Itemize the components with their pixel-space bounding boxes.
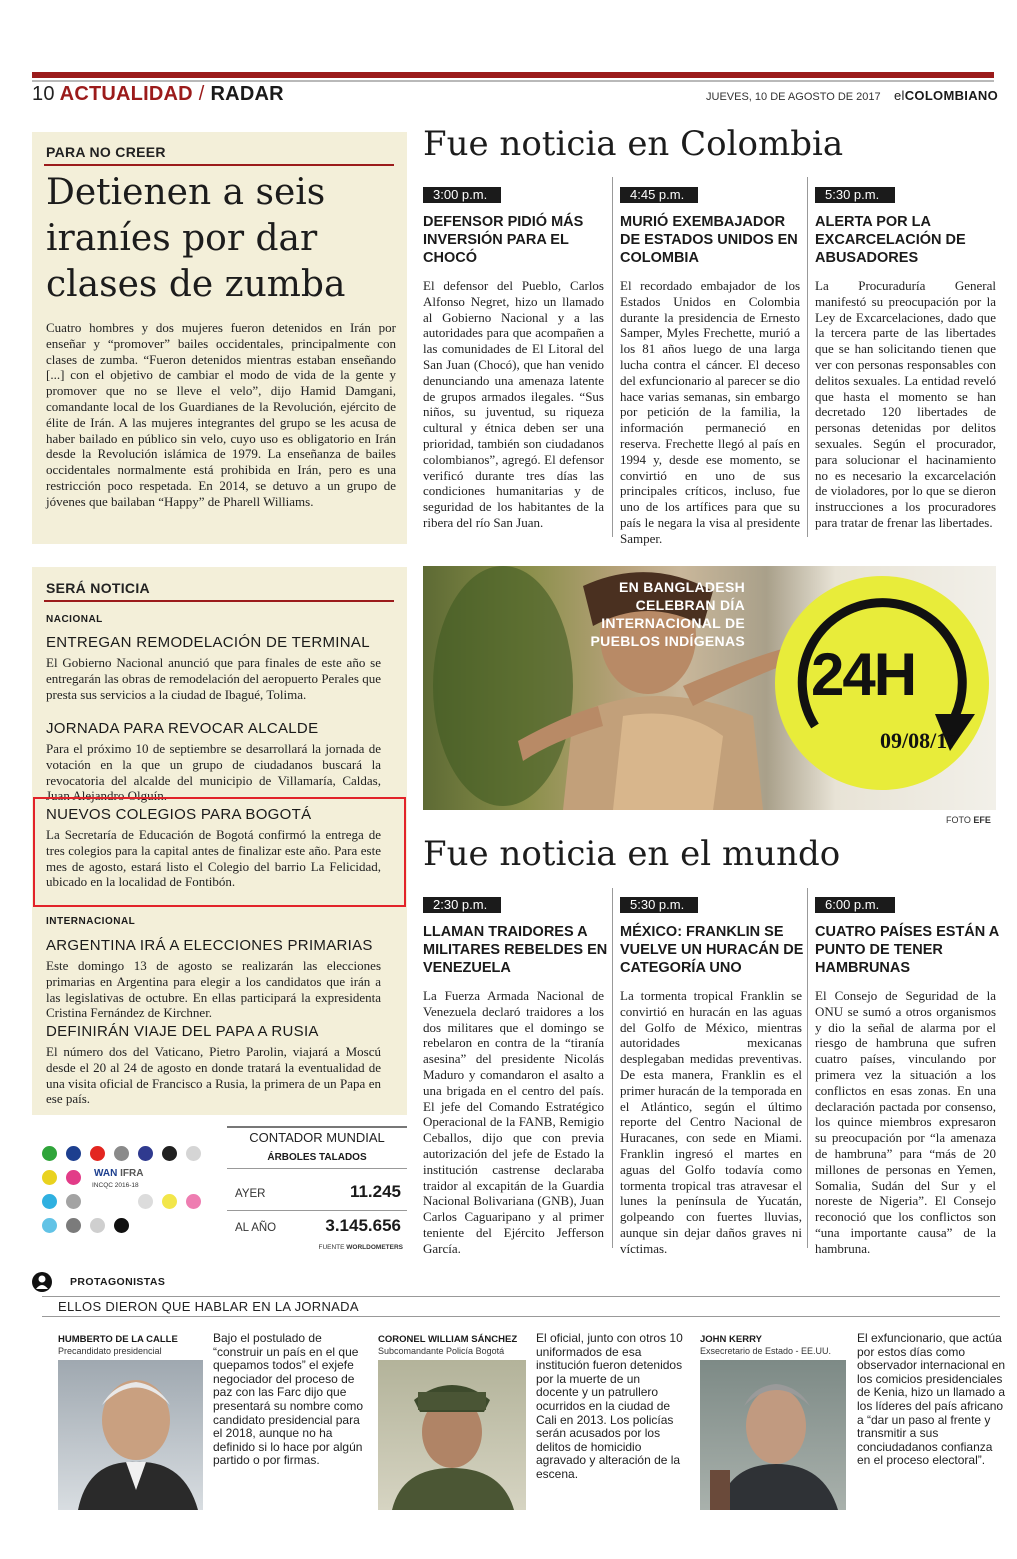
nacional-body-3: La Secretaría de Educación de Bogotá confirmó la entrega de tres colegios para la capital antes de finalizar este año. Para este mes de agosto, estará listo el Colegio del barrio La Felicidad, ubicado en la localidad de Fontibón.: [46, 827, 381, 890]
para-no-creer-title: Detienen a seis iraníes por dar clases de zumba: [46, 172, 346, 305]
24h-label: 24H: [811, 641, 916, 708]
nacional-title-2: JORNADA PARA REVOCAR ALCALDE: [46, 720, 319, 737]
mundo-heading: Fue noticia en el mundo: [423, 834, 841, 874]
contador-value-ayer: 11.245: [349, 1182, 401, 1201]
protagonistas-tag: PROTAGONISTAS: [70, 1276, 166, 1288]
colombia-headline-2: MURIÓ EXEMBAJADOR DE ESTADOS UNIDOS EN COLOMBIA: [620, 214, 798, 266]
contador-label-ayer: AYER: [235, 1188, 266, 1200]
mundo-headline-1: LLAMAN TRAIDORES A MILITARES REBELDES EN VENEZUELA: [423, 924, 608, 976]
internacional-body-1: Este domingo 13 de agosto se realizarán las elecciones primarias en Argentina para elegir a los candidatos que irán a las legislativas de octubre. En ellas participará la expresidenta Cristina Fernández de Kirchner.: [46, 958, 381, 1021]
para-no-creer-tag: PARA NO CREER: [46, 144, 166, 160]
mundo-body-3: El Consejo de Seguridad de la ONU se sumó a otros organismos y dio la señal de alarma por el riesgo de hambruna que sufren cuatro países, vinculando por primera vez la situación a los conflictos en esas zonas. En una declaración pactada por consenso, los quince miembros expresaron su preocupación por “la amenaza de hambruna” para “más de 20 millones de personas en Yemen, Somalia, Sudán del Sur y el noreste de Nigeria”. El Consejo reconoció que los conflictos son “una importante causa” de la hambruna.: [815, 988, 996, 1256]
section-separator: /: [198, 83, 205, 105]
contador-divider: [227, 1168, 407, 1169]
color-dot: [66, 1170, 81, 1185]
photo-credit-source: EFE: [973, 815, 991, 825]
person-photo-2: [378, 1360, 526, 1510]
person-body-3: El exfuncionario, que actúa por estos días como observador internacional en los comicios presidenciales de Kenia, hizo un llamado a los líderes del país africano a “dar un paso al frente y transmitir a sus conciudadanos confianza en el proceso electoral”.: [857, 1331, 1006, 1468]
nacional-label: NACIONAL: [46, 614, 103, 625]
mundo-time-1: 2:30 p.m.: [423, 897, 501, 913]
color-dot: [66, 1218, 81, 1233]
nacional-title-3: NUEVOS COLEGIOS PARA BOGOTÁ: [46, 806, 312, 823]
color-dot: [162, 1194, 177, 1209]
mundo-col-rule-2: [807, 888, 808, 1248]
colombia-body-3: La Procuraduría General manifestó su preocupación por la Ley de Excarcelaciones, dado que la tercera parte de las libertades que se han solicitando tienen que ver con personas responsables con delitos sexuales. La entidad reveló que hasta el momento se han decretado 120 libertades de personas detenidas por delitos sexuales. Según el procurador, para solucionar el hacinamiento no es necesario la excarcelación de violadores, por lo que se dieron instrucciones a los procuradores para tratar de frenar las libertades.: [815, 278, 996, 530]
print-color-bar: [34, 1126, 214, 1252]
wan-ifra-logo: [94, 1168, 143, 1179]
person-portrait-2: [378, 1360, 526, 1510]
color-dot: [138, 1146, 153, 1161]
wan-logo-text: WAN: [94, 1168, 118, 1179]
nacional-body-1: El Gobierno Nacional anunció que para finales de este año se entregarán las obras de remodelación del aeropuerto Perales que presta sus servicios a la ciudad de Ibagué, Tolima.: [46, 655, 381, 702]
person-name-2: CORONEL WILLIAM SÁNCHEZ: [378, 1334, 518, 1345]
issue-date: JUEVES, 10 DE AGOSTO DE 2017: [706, 91, 881, 103]
color-dot: [42, 1170, 57, 1185]
contador-value-ano: 3.145.656: [325, 1216, 401, 1235]
color-dot: [42, 1194, 57, 1209]
photo-credit: [946, 815, 991, 825]
internacional-body-2: El número dos del Vaticano, Pietro Parolin, viajará a Moscú desde el 20 al 24 de agosto en donde tratará la eventualidad de una visita oficial de Francisco a Rusia, la primera de un Papa en ese país.: [46, 1044, 381, 1107]
colombia-time-3: 5:30 p.m.: [815, 187, 895, 203]
color-dot: [186, 1146, 201, 1161]
colombia-headline-3: ALERTA POR LA EXCARCELACIÓN DE ABUSADORES: [815, 214, 966, 266]
color-dot: [162, 1146, 177, 1161]
colombia-headline-1: DEFENSOR PIDIÓ MÁS INVERSIÓN PARA EL CHOCÓ: [423, 214, 584, 266]
section-name: ACTUALIDAD: [59, 83, 193, 105]
nacional-body-2: Para el próximo 10 de septiembre se desarrollará la jornada de votación en la que un grupo de ciudadanos buscará la revocatoria del alcalde del municipio de Villamaría, Caldas, Juan Alejandro Olguín.: [46, 741, 381, 804]
para-no-creer-body: Cuatro hombres y dos mujeres fueron detenidos en Irán por enseñar y “promover” bailes occidentales, principalmente con clases de zumba. “Fueron detenidos mientras estaban enseñando [...] con el objetivo de cambiar el modo de vida de la gente y promover que no se lleve el velo”, dijo Hamid Damgani, comandante local de los Guardianes de la Revolución, ejército de élite de Irán. A las mujeres integrantes del grupo se les acusa de haber bailado en público sin velo, cuyo uso es obligatorio en Irán desde la Revolución islámica de 1979. La enseñanza de bailes occidentales normalmente está prohibida en Irán, pero es una restricción poco respetada. En 2014, se detuvo a un grupo de jóvenes que bailaban “Happy” de Pharell Williams.: [46, 320, 396, 509]
internacional-label: INTERNACIONAL: [46, 916, 136, 927]
contador-label-ano: AL AÑO: [235, 1222, 277, 1234]
mundo-body-1: La Fuerza Armada Nacional de Venezuela declaró traidores a los dos militares que el domingo se rebelaron en contra de la “tiranía asesina” del presidente Nicolás Maduro y comandaron el asalto a una brigada en el centro del país. El jefe del Comando Estratégico Operacional de la FANB, Remigio Ceballos, dijo que con previa autorización del jefe de Estado la institución castrense declaraba traidor al excapitán de la Guardia Nacional Bolivariana (GNB), Juan Carlos Caguaripano y al primer teniente del Ejército Jefferson García.: [423, 988, 604, 1256]
protagonistas-subtitle: ELLOS DIERON QUE HABLAR EN LA JORNADA: [58, 1299, 359, 1314]
ifra-logo-text: IFRA: [120, 1168, 144, 1179]
contador-title: CONTADOR MUNDIAL: [249, 1130, 385, 1145]
color-dot: [90, 1218, 105, 1233]
mundo-headline-2: MÉXICO: FRANKLIN SE VUELVE UN HURACÁN DE CATEGORÍA UNO: [620, 924, 804, 976]
brand-prefix: el: [894, 88, 905, 103]
mundo-time-2: 5:30 p.m.: [620, 897, 698, 913]
color-dot: [186, 1194, 201, 1209]
person-name-1: HUMBERTO DE LA CALLE: [58, 1334, 178, 1345]
contador-source-label: FUENTE: [318, 1244, 345, 1251]
internacional-title-1: ARGENTINA IRÁ A ELECCIONES PRIMARIAS: [46, 937, 373, 954]
color-dot: [66, 1194, 81, 1209]
color-dot: [42, 1218, 57, 1233]
protagonistas-rule: [42, 1296, 1000, 1297]
nacional-title-1: ENTREGAN REMODELACIÓN DE TERMINAL: [46, 634, 370, 651]
colombia-time-1: 3:00 p.m.: [423, 187, 501, 203]
header-grey-rule: [32, 80, 994, 82]
person-portrait-1: [58, 1360, 203, 1510]
newspaper-brand: [894, 88, 998, 103]
person-name-3: JOHN KERRY: [700, 1334, 762, 1345]
person-photo-1: [58, 1360, 203, 1510]
colombia-heading: Fue noticia en Colombia: [423, 124, 844, 164]
color-dot: [90, 1146, 105, 1161]
mundo-time-3: 6:00 p.m.: [815, 897, 895, 913]
contador-source-name: WORLDOMETERS: [346, 1244, 403, 1251]
colombia-body-2: El recordado embajador de los Estados Unidos en Colombia durante la presidencia de Ernesto Samper, Myles Frechette, murió a los 81 años luego de una larga lucha contra el cáncer. El deceso del exfuncionario al parecer se dio hace varias semanas, sin embargo por petición de la familia, la información permaneció en reserva. Frechette llegó al país en 1994 y, desde ese momento, se convirtió en uno de sus principales críticos, incluso, fue uno de los artífices para que su país le negara la visa al presidente Samper.: [620, 278, 800, 546]
page-number: 10: [32, 83, 55, 105]
color-dot: [66, 1146, 81, 1161]
contador-source: [227, 1244, 403, 1251]
header-top-rule: [32, 72, 994, 78]
subsection-name: RADAR: [210, 83, 284, 105]
colombia-time-2: 4:45 p.m.: [620, 187, 698, 203]
mundo-col-rule-1: [612, 888, 613, 1248]
person-role-2: Subcomandante Policía Bogotá: [378, 1346, 505, 1356]
person-body-1: Bajo el postulado de “construir un país en el que quepamos todos” el exjefe negociador del proceso de paz con las Farc dijo que presentará su nombre como candidato presidencial para el 2018, aunque no ha definido si lo hace por algún partido o por firmas.: [213, 1331, 364, 1468]
mundo-headline-3: CUATRO PAÍSES ESTÁN A PUNTO DE TENER HAMBRUNAS: [815, 924, 999, 976]
contador-divider-2: [227, 1210, 407, 1211]
protagonistas-person-icon: [32, 1272, 52, 1292]
person-icon: [32, 1272, 52, 1292]
person-portrait-3: [700, 1360, 846, 1510]
contador-subtitle: ÁRBOLES TALADOS: [267, 1152, 367, 1163]
person-photo-3: [700, 1360, 846, 1510]
color-dot: [138, 1194, 153, 1209]
colombia-body-1: El defensor del Pueblo, Carlos Alfonso Negret, hizo un llamado al Gobierno Nacional y a las autoridades para que acompañen a las comunidades de El Litoral del San Juan (Chocó), que han venido denunciando una amenaza latente de grupos armados ilegales. “Sus niños, su juventud, su riqueza cultural y étnica deben ser una prioridad, también son ciudadanos colombianos”, agregó. El defensor verificó durante tres días las condiciones humanitarias y de seguridad de los habitantes de la ribera del río San Juan.: [423, 278, 604, 530]
contador-box: [227, 1126, 407, 1252]
color-dot: [42, 1146, 57, 1161]
sera-noticia-rule: [44, 600, 394, 602]
photo-caption: EN BANGLADESH CELEBRAN DÍA INTERNACIONAL DE PUEBLOS INDÍGENAS: [590, 579, 745, 649]
person-body-2: El oficial, junto con otros 10 uniformados de esa institución fueron detenidos por la muerte de un docente y un patrullero ocurridos en la ciudad de Cali en 2013. Los policías serán acusados por los delitos de homicidio agravado y alteración de la escena.: [536, 1331, 683, 1481]
wan-ifra-caption: INCQC 2016-18: [92, 1182, 139, 1189]
mundo-body-2: La tormenta tropical Franklin se convirtió en huracán en las aguas del Golfo de México, mientras autoridades mexicanas desplegaban medidas preventivas. De esta manera, Franklin es el primer huracán de la temporada en el Atlántico, según el último reporte del Centro Nacional de Huracanes, con sede en Miami. Franklin ingresó el martes en aguas del Golfo todavía como tormenta tropical tras atravesar el lunes la península de Yucatán, golpeando con fuertes lluvias, aunque sin dejar daños graves ni víctimas.: [620, 988, 802, 1256]
section-header: [32, 83, 284, 106]
internacional-title-2: DEFINIRÁN VIAJE DEL PAPA A RUSIA: [46, 1023, 319, 1040]
colombia-col-rule-1: [612, 177, 613, 537]
person-role-1: Precandidato presidencial: [58, 1346, 162, 1356]
colombia-col-rule-2: [807, 177, 808, 537]
protagonistas-rule-2: [42, 1316, 1000, 1317]
color-dot: [114, 1146, 129, 1161]
color-dot: [114, 1218, 129, 1233]
24h-date: 09/08/17: [880, 728, 959, 753]
brand-name: COLOMBIANO: [904, 88, 998, 103]
sera-noticia-tag: SERÁ NOTICIA: [46, 580, 150, 596]
person-role-3: Exsecretario de Estado - EE.UU.: [700, 1346, 832, 1356]
para-no-creer-rule: [44, 164, 394, 166]
photo-credit-label: FOTO: [946, 815, 971, 825]
